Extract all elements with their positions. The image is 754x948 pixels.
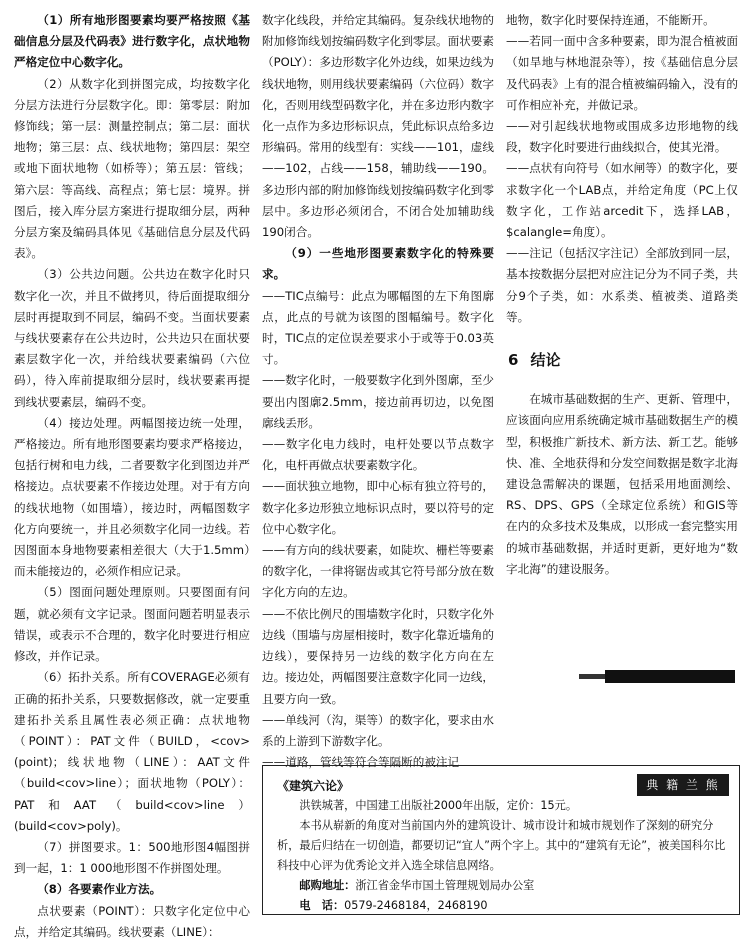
- list-item: ——道路，管线等符合等隔断的被注记: [262, 755, 460, 770]
- book-description: 本书从崭新的角度对当前国内外的建筑设计、城市设计和城市规划作了深刻的研究分析，最后归结在一切创造，都要切记“宜人”两个字上。其中的“建筑有无论”，被美国科尔比科技中心评为优秀论文并入选全球信息网络。: [277, 819, 726, 872]
- column-right: [506, 10, 738, 580]
- paragraph: 地物，数字化时要保持连通，不能断开。: [506, 13, 715, 27]
- paragraph: 数字化线段，并给定其编码。复杂线状地物的附加修饰线划按编码数字化到零层。面状要素（POLY）：多边形数字化外边线，如果边线为线状地物，则用线状要素编码（六位码）数字化，否则用线型码数字化，并在多边形内数字化一点作为多边形标识点，凭此标识点给多边形编码。常用的线型有：实线——101，虚线——102，占线——158，辅助线——190。多边形内部的附加修饰线划按编码数字化到零层中。多边形必须闭合，不闭合处加辅助线190闭合。: [262, 13, 494, 240]
- paragraph: （2）从数字化到拼图完成，均按数字化分层方法进行分层数字化。即：第零层：附加修饰线；第一层：测量控制点；第二层：面状地物；第三层：点、线状地物；第四层：架空或地下面状地物（如桥等）；第五层：管线；第六层：等高线、高程点；第七层：境界。拼图后，接入库分层方案进行提取细分层，两种分层方案及编码具体见《基础信息分层及代码表》。: [14, 76, 250, 261]
- paragraph: （8）各要素作业方法。: [37, 882, 162, 897]
- list-item: ——若同一面中含多种要素，即为混合植被面（如旱地与林地混杂等），按《基础信息分层及代码表》上有的混合植被编码输入，没有的可作相应补充，并做记录。: [506, 34, 738, 112]
- list-item: ——单线河（沟，渠等）的数字化，要求由水系的上游到下游数字化。: [262, 712, 494, 748]
- list-item: ——注记（包括汉字注记）全部放到同一层，基本按数据分层把对应注记分为不同子类，共分9个子类，如：水系类、植被类、道路类等。: [506, 246, 738, 324]
- conclusion-text: 在城市基础数据的生产、更新、管理中，应该面向应用系统确定城市基础数据生产的模型，积极推广新技术、新方法、新工艺。能够快、准、全地获得和分发空间数据是数字北海建设急需解决的课题，包括采用地面测绘、RS、DPS、GPS（全球定位系统）和GIS等在内的众多技术及集成，以形成一套完整实用的城市基础数据，并适时更新，更好地为“数字北海”的建设服务。: [506, 392, 738, 576]
- list-item: ——对引起线状地物或围成多边形地物的线段，数字化时要进行曲线拟合，使其光滑。: [506, 119, 738, 155]
- paragraph: （1）所有地形图要素均要严格按照《基础信息分层及代码表》进行数字化，点状地物严格定位中心数字化。: [14, 13, 250, 70]
- column-middle: [262, 10, 494, 773]
- book-ad-box: [262, 765, 740, 915]
- list-item: ——TIC点编号：此点为哪幅图的左下角图廓点，此点的号就为该图的图幅编号。数字化时，TIC点的定位误差要求小于或等于0.03英寸。: [262, 288, 494, 367]
- column-left: [14, 10, 250, 943]
- section-title: 结论: [530, 351, 561, 370]
- list-item: ——点状有向符号（如水闸等）的数字化，要求数字化一个LAB点，并给定角度（PC上仅数字化，工作站arcedit下，选择LAB，$calangle=角度）。: [506, 161, 738, 240]
- address-value: 浙江省金华市国土管理规划局办公室: [355, 879, 535, 892]
- paragraph: （7）拼图要求。1：500地形图4幅图拼到一起，1：1 000地形图不作拼图处理。: [14, 839, 250, 876]
- list-item: ——数字化电力线时，电杆处要以节点数字化，电杆再做点状要素数字化。: [262, 437, 494, 473]
- phone: [277, 896, 727, 916]
- list-item: ——数字化时，一般要数字化到外图廓，至少要出内图廓2.5mm，接边前再切边，以免图廓线丢形。: [262, 373, 494, 430]
- paragraph: 点状要素（POINT）：只数字化定位中心点，并给定其编码。线状要素（LINE）：: [14, 903, 250, 939]
- paragraph: （4）接边处理。两幅图接边统一处理，严格接边。所有地形图要素均要求严格接边，包括行树和电力线，二者要数字化到图边并严格接边。点状要素不作接边处理。对于有方向的线状地物（如围墙），接边时，两幅图数字化方向要统一，并且必须数字化同一边线。若因图面本身地物要素相差很大（大于1.5mm）而未能接边的，必须作相应记录。: [14, 415, 250, 579]
- address-label: 邮购地址：: [299, 879, 356, 892]
- paragraph: （3）公共边问题。公共边在数字化时只数字化一次，并且不做拷贝，待后面提取细分层时再提取到不同层，编码不变。当面状要素与线状要素存在公共边时，公共边只在面状要素层数字化一次，并给线状要素编码（六位码），待入库前提取细分层时，线状要素再提到线状要素层，编码不变。: [14, 267, 250, 409]
- decorative-bar: [605, 670, 735, 683]
- book-title: 《建筑六论》: [277, 779, 350, 793]
- book-meta: 洪铁城著，中国建工出版社2000年出版，定价：15元。: [299, 799, 578, 812]
- paragraph: （6）拓扑关系。所有COVERAGE必须有正确的拓扑关系，只要数据修改，就一定要重建拓扑关系且属性表必须正确：点状地物（POINT）：PAT文件（BUILD，<cov>(point)；线状地物（LINE）：AAT文件（build<cov>line）；面状地物（POLY）：PAT和AAT（build<cov>line）(build<cov>poly)。: [14, 670, 250, 833]
- phone-value: 0579-2468184，2468190: [344, 899, 488, 912]
- section-heading: [508, 350, 738, 371]
- ad-tag: 典 籍 兰 熊: [637, 774, 729, 796]
- paragraph: （9）一些地形图要素数字化的特殊要求。: [262, 246, 494, 282]
- list-item: ——不依比例尺的围墙数字化时，只数字化外边线（围墙与房屋相接时，数字化靠近墙角的边线），要保持另一边线的数字化方向在左边。接边处，两幅图要注意数字化同一边线，且要方向一致。: [262, 606, 494, 706]
- list-item: ——面状独立地物，即中心标有独立符号的，数字化多边形独立地标识点时，要以符号的定位中心数字化。: [262, 479, 494, 536]
- phone-label: 电 话：: [299, 899, 345, 912]
- list-item: ——有方向的线状要素，如陡坎、栅栏等要素的数字化，一律将锯齿或其它符号部分放在数字化方向的左边。: [262, 543, 494, 600]
- section-number: 6: [508, 351, 519, 370]
- paragraph: （5）图面问题处理原则。只要图面有问题，就必须有文字记录。图面问题若明显表示错误，或表示不合理的，数字化时要进行相应修改，并作记录。: [14, 585, 250, 664]
- order-address: [277, 876, 727, 896]
